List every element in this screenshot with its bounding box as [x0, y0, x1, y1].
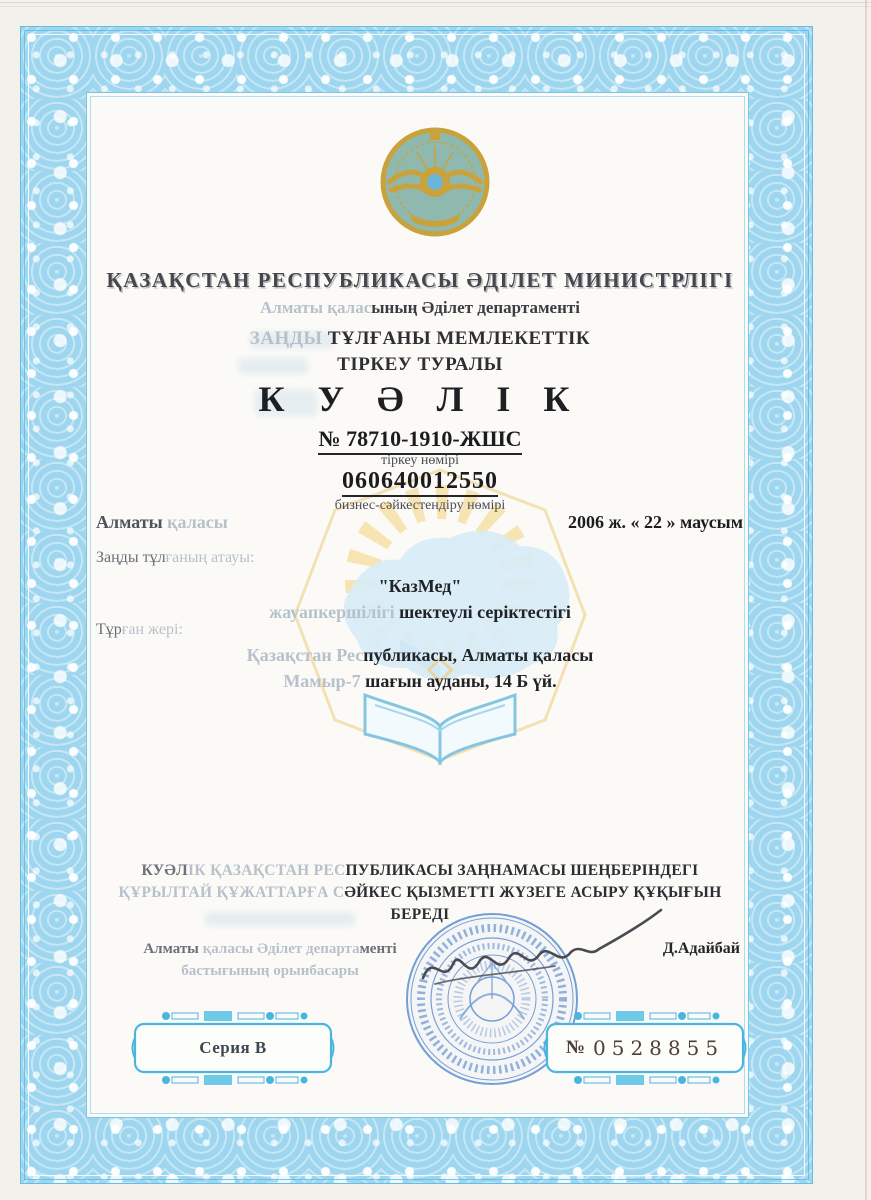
address1-faded: Қазақстан Рес — [246, 645, 364, 665]
date-text: 2006 ж. « 22 » маусым — [567, 512, 743, 532]
kazakhstan-coat-of-arms-icon — [375, 120, 495, 240]
signer1-faded: қаласы Әділет департа — [198, 941, 360, 957]
title-line-2 — [90, 354, 750, 376]
address-line-1 — [90, 645, 750, 666]
entity-name-text: "КазМед" — [378, 576, 462, 596]
grant1-main: ПУБЛИКАСЫ ЗАҢНАМАСЫ ШЕҢБЕРІНДЕГІ — [345, 862, 699, 879]
entity-type — [90, 602, 750, 623]
city-line — [96, 512, 228, 533]
signer-name-text: Д.Адайбай — [662, 940, 740, 957]
series-label — [128, 1008, 338, 1088]
date-line — [568, 512, 743, 533]
handwritten-signature-icon — [405, 900, 670, 995]
entity-label-faded: ғаның атауы: — [165, 549, 255, 566]
signer1-main: менті — [359, 941, 397, 957]
department-title — [90, 298, 750, 318]
registration-number: № 78710-1910-ЖШС — [318, 426, 521, 455]
city-faded-part: қаласы — [162, 512, 228, 532]
ministry-title — [90, 268, 750, 293]
grant2-main: ӘЙКЕС ҚЫЗМЕТТІ ЖҮЗЕГЕ АСЫРУ ҚҰҚЫҒЫН — [344, 884, 722, 901]
signer-name — [663, 940, 740, 958]
certificate-word — [90, 378, 750, 420]
certificate-number-box — [540, 1008, 750, 1088]
certificate-number-digits: 0528855 — [593, 1036, 725, 1060]
signer2-text: бастығының орынбасары — [181, 963, 359, 979]
address1-main: публикасы, Алматы қаласы — [363, 645, 594, 665]
registration-caption-text: тіркеу нөмірі — [381, 453, 459, 468]
address2-faded: Мамыр-7 — [283, 671, 366, 691]
registration-number-line — [90, 426, 750, 455]
department-faded-part: Алматы қалас — [260, 298, 372, 317]
grant1-dark: КУӘЛ — [141, 862, 189, 879]
bin-line — [90, 468, 750, 497]
certificate-word-text: К У Ә Л І К — [258, 379, 582, 419]
bin-number: 060640012550 — [342, 468, 498, 497]
address-line-2 — [90, 671, 750, 692]
address-label — [96, 621, 183, 639]
grant-line-1 — [90, 860, 750, 882]
address-label-dark: Тұр — [96, 621, 122, 638]
scan-artifact-line — [0, 2, 871, 3]
grant3-text: БЕРЕДІ — [390, 906, 450, 923]
entity-name-label — [96, 549, 254, 567]
city-dark-part: Алматы — [96, 512, 163, 532]
certificate-number-label — [540, 1008, 750, 1088]
certificate-number-sign: № — [565, 1037, 585, 1058]
entity-type-faded: жауапкершілігі — [269, 602, 395, 622]
ministry-title-text: ҚАЗАҚСТАН РЕСПУБЛИКАСЫ ӘДІЛЕТ МИНИСТРЛІГІ — [106, 268, 734, 292]
title-line2-text: ТІРКЕУ ТУРАЛЫ — [337, 354, 503, 375]
grant2-faded: ҚҰРЫЛТАЙ ҚҰЖАТТАРҒА С — [118, 884, 345, 901]
entity-label-dark: Заңды тұл — [96, 549, 166, 566]
address-label-faded: ған жері: — [121, 621, 183, 638]
series-text: Серия В — [199, 1038, 267, 1057]
entity-type-main: шектеулі серіктестігі — [394, 602, 571, 622]
address2-main: шағын ауданы, 14 Б үй. — [365, 671, 557, 691]
signer-title-line1 — [120, 938, 420, 960]
entity-name — [90, 576, 750, 597]
grant1-faded: ІК ҚАЗАҚСТАН РЕС — [188, 862, 346, 879]
scan-artifact-edge — [865, 0, 867, 1200]
bin-caption-text: бизнес-сәйкестендіру нөмірі — [334, 498, 506, 513]
signer-title-line2 — [120, 960, 420, 982]
signer1-dark: Алматы — [143, 941, 199, 957]
department-main-part: ының Әділет департаменті — [371, 298, 580, 317]
registration-caption — [90, 453, 750, 469]
title-line1-main: ТҰЛҒАНЫ МЕМЛЕКЕТТІК — [322, 328, 591, 349]
series-box — [128, 1008, 338, 1088]
title-line1-faded: ЗАҢДЫ — [249, 328, 323, 349]
scan-artifact-line — [0, 6, 871, 7]
title-line-1 — [90, 328, 750, 350]
signer-title — [120, 938, 420, 982]
